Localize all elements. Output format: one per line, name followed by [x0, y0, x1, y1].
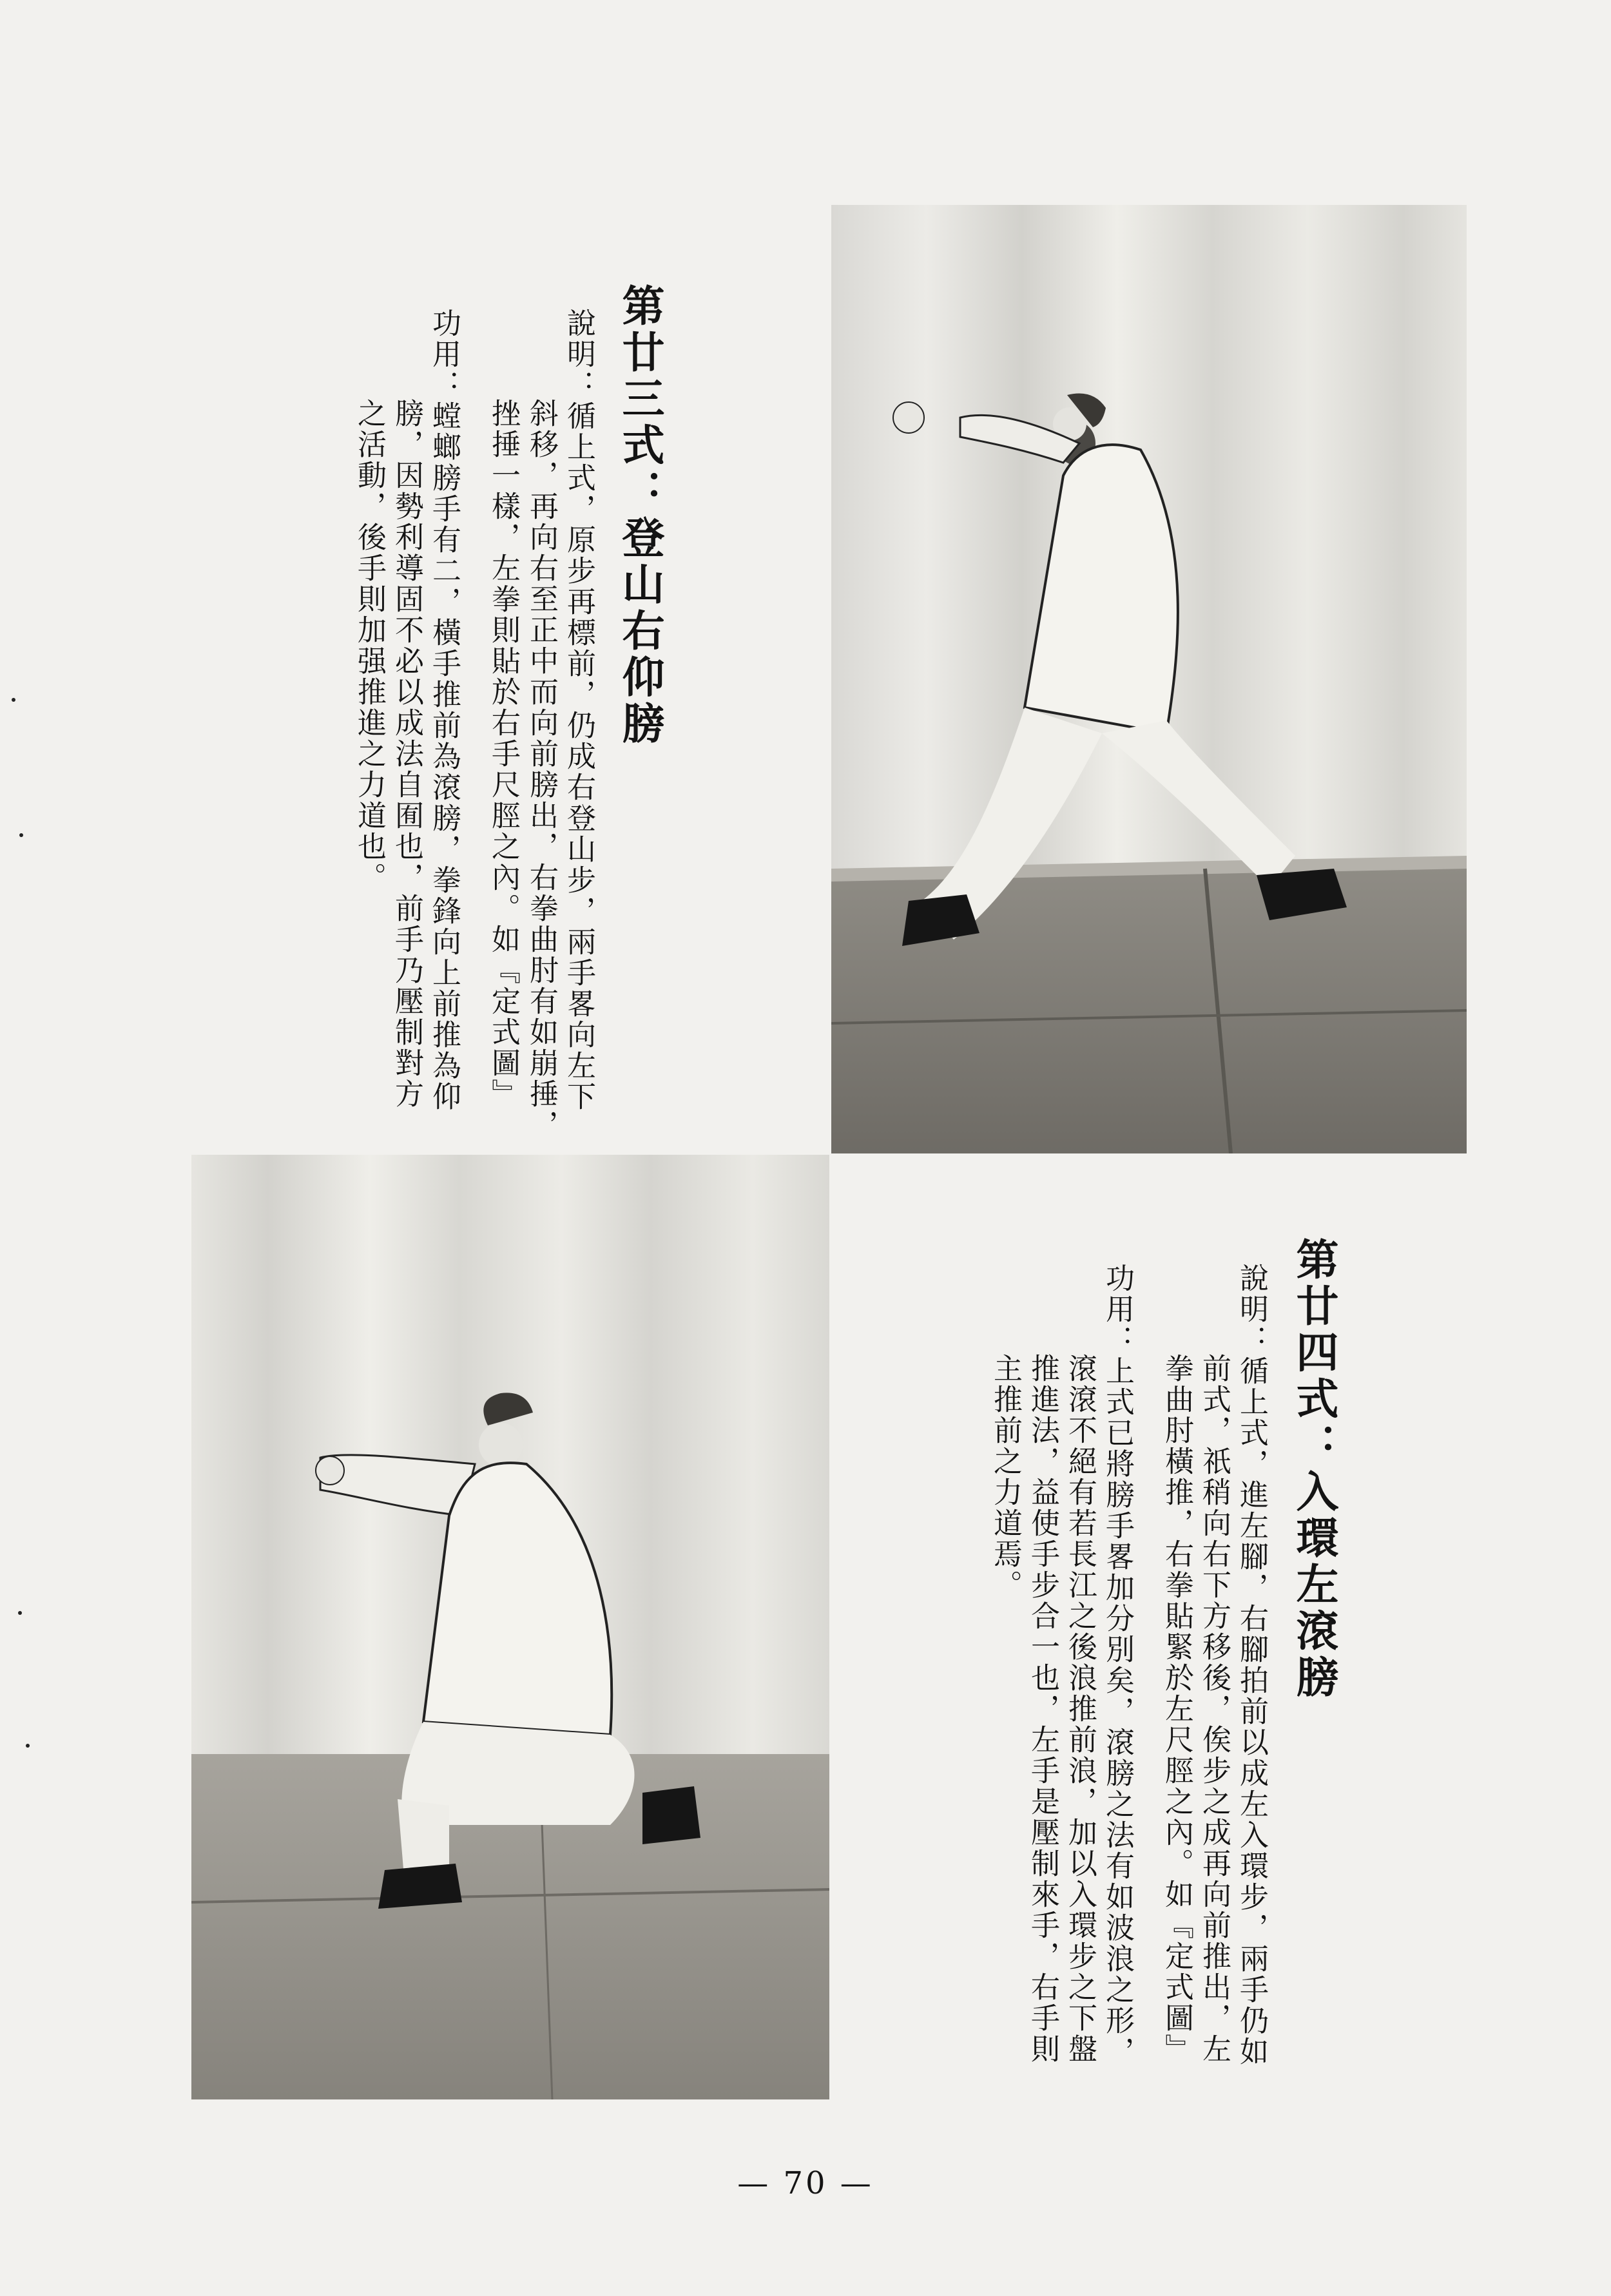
binding-hole	[26, 1744, 30, 1748]
binding-hole	[12, 698, 15, 702]
form24-description-line: 拳曲肘橫推，右拳貼緊於左尺脛之內。如『定式圖』	[1160, 1353, 1194, 2065]
form23-description-line: 斜移，再向右至正中而向前膀出，右拳曲肘有如崩捶，	[525, 398, 559, 1141]
form23-description-line: 說明：循上式，原步再標前，仍成右登山步，兩手畧向左下	[562, 308, 596, 1112]
binding-hole	[19, 833, 23, 837]
form24-photo	[191, 1155, 829, 2099]
form24-title: 第廿四式：入環左滾膀	[1289, 1237, 1339, 1701]
form24-function-line: 主推前之力道焉。	[989, 1353, 1023, 1601]
form23-function-line: 功用：螳螂膀手有二，橫手推前為滾膀，拳鋒向上前推為仰	[427, 308, 461, 1112]
form24-description-line: 前式，祇稍向右下方移後，俟步之成再向前推出，左	[1197, 1353, 1231, 2065]
binding-hole	[18, 1611, 22, 1615]
form24-description-line: 說明：循上式，進左腳，右腳拍前以成左入環步，兩手仍如	[1235, 1263, 1269, 2067]
form23-function-line: 膀，因勢利導固不必以成法自囿也，前手乃壓制對方	[390, 398, 424, 1110]
form24-function-line: 滾滾不絕有若長江之後浪推前浪，加以入環步之下盤	[1063, 1353, 1097, 2065]
form23-description-line: 挫捶一樣，左拳則貼於右手尺脛之內。如『定式圖』	[487, 398, 521, 1110]
page-number: — 70 —	[737, 2165, 874, 2201]
form24-function-line: 推進法，益使手步合一也，左手是壓制來手，右手則	[1026, 1353, 1060, 2065]
form24-function-line: 功用：上式已將膀手畧加分別矣，滾膀之法有如波浪之形，	[1101, 1263, 1135, 2067]
form23-function-line: 之活動，後手則加强推進之力道也。	[352, 398, 387, 893]
form23-photo	[831, 205, 1467, 1153]
form23-title: 第廿三式：登山右仰膀	[615, 284, 665, 748]
